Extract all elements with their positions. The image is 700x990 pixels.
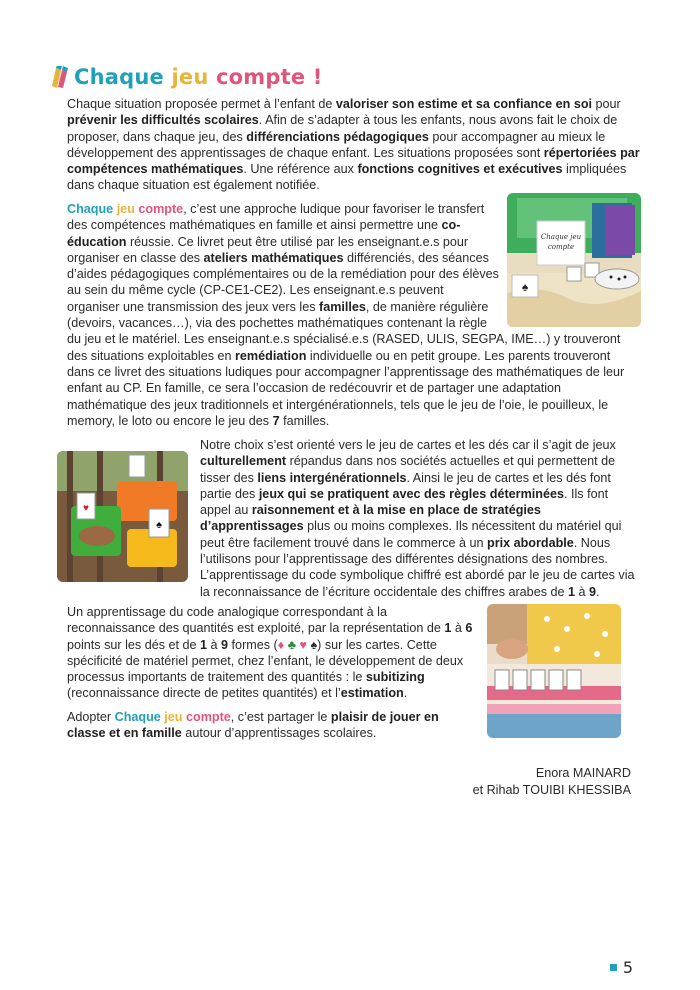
club-suit-icon: ♣ — [287, 637, 296, 652]
paragraph-quantities: Un apprentissage du code analogique correspondant à la reconnaissance des quantités est exploité, par la représentation de 1 à 6 points sur les dés et de 1 à 9 formes (♦ ♣ ♥ ♠) sur les cartes. Cette spécificité de matériel permet, chez l’enfant, le développement de deux processus importants de traitement des quantités : le subitizing (reconnaissance directe de petites quantités) et l’estimation. — [67, 605, 473, 701]
spade-suit-icon: ♠ — [310, 637, 318, 652]
diamond-suit-icon: ♦ — [277, 637, 285, 652]
photo-cards-trays — [57, 451, 188, 582]
svg-text:♠: ♠ — [521, 280, 529, 294]
paragraph-choice: Notre choix s’est orienté vers le jeu de cartes et les dés car il s’agit de jeux culturellement répandus dans nos sociétés actuelles et qui permettent de tisser des liens intergénérationnels. Ainsi le jeu de cartes et les dés font partie des jeux qui se pratiquent avec des règles déterminées. Ils font appel au raisonnement et à la mise en place de stratégies d’apprentissages plus ou moins complexes. Ils nécessitent du matériel qui peut être facilement trouvé dans le commerce à un prix abordable. Nous l’utilisons pour l’apprentissage des différentes désignations des nombres. L’apprentissage du code symbolique chiffré est abordé par le jeu de cartes via la reconnaissance de l’écriture occidentale des chiffres arabes de 1 à 9. — [200, 438, 635, 599]
page-number: 5 — [610, 958, 633, 977]
author-line-1: Enora MAINARD — [535, 766, 631, 780]
page-marker-icon — [610, 964, 617, 971]
page-title: Chaque jeu compte ! — [74, 65, 323, 89]
svg-text:♠: ♠ — [156, 519, 162, 531]
page-title-row — [50, 60, 323, 94]
paragraph-conclusion: Adopter Chaque jeu compte, c’est partager le plaisir de jouer en classe et en famille autour d’apprentissages scolaires. — [67, 710, 439, 741]
pouch-label-line1: Chaque jeu — [540, 233, 582, 241]
svg-text:♥: ♥ — [83, 503, 89, 514]
heart-suit-icon: ♥ — [299, 637, 307, 652]
paragraph-intro: Chaque situation proposée permet à l’enfant de valoriser son estime et sa confiance en soi pour prévenir les difficultés scolaires. Afin de s’adapter à tous les enfants, nous avons fait le choix de proposer, dans chaque jeu, des différenciations pédagogiques pour accompagner au mieux le développement des apprentissages de chaque enfant. Les situations proposées sont répertoriées par compétences mathématiques. Une référence aux fonctions cognitives et exécutives impliquées dans chaque situation est également notifiée. — [67, 97, 640, 193]
pencil-logo-icon — [50, 66, 68, 88]
photo-children-playing — [487, 604, 621, 738]
author-line-2: et Rihab TOUIBI KHESSIBA — [472, 783, 631, 797]
paragraph-approach: Chaque jeu compte, c’est une approche ludique pour favoriser le transfert des compétences mathématiques en famille et ainsi permettre une co-éducation réussie. Ce livret peut être utilisé par les enseignant.e.s pour organiser en classe des ateliers mathématiques différenciés, des séances d’aides pédagogiques complémentaires ou de la remédiation pour des élèves au sein du même cycle (CP-CE1-CE2). Les enseignant.e.s peuvent organiser une transmission des jeux vers les familles, de manière régulière (devoirs, vacances…), via des pochettes mathématiques contenant la règle du jeu et le matériel. Les enseignant.e.s spécialisé.e.s (RASED, ULIS, SEGPA, IME…) y trouveront des situations exploitables en remédiation individuelle ou en petit groupe. Les parents trouveront dans ce livret des situations ludiques pour accompagner l’apprentissage des mathématiques de leur enfant au CP. En famille, ce sera l’occasion de redécouvrir et de partager une adaptation mathématique des jeux traditionnels et intergénérationnels, tels que le jeu de l’oie, le pouilleux, le memory, le loto ou encore le jeu des 7 familles. — [67, 202, 625, 428]
authors-signature — [473, 765, 631, 799]
pouch-label-line2: compte — [547, 243, 575, 251]
